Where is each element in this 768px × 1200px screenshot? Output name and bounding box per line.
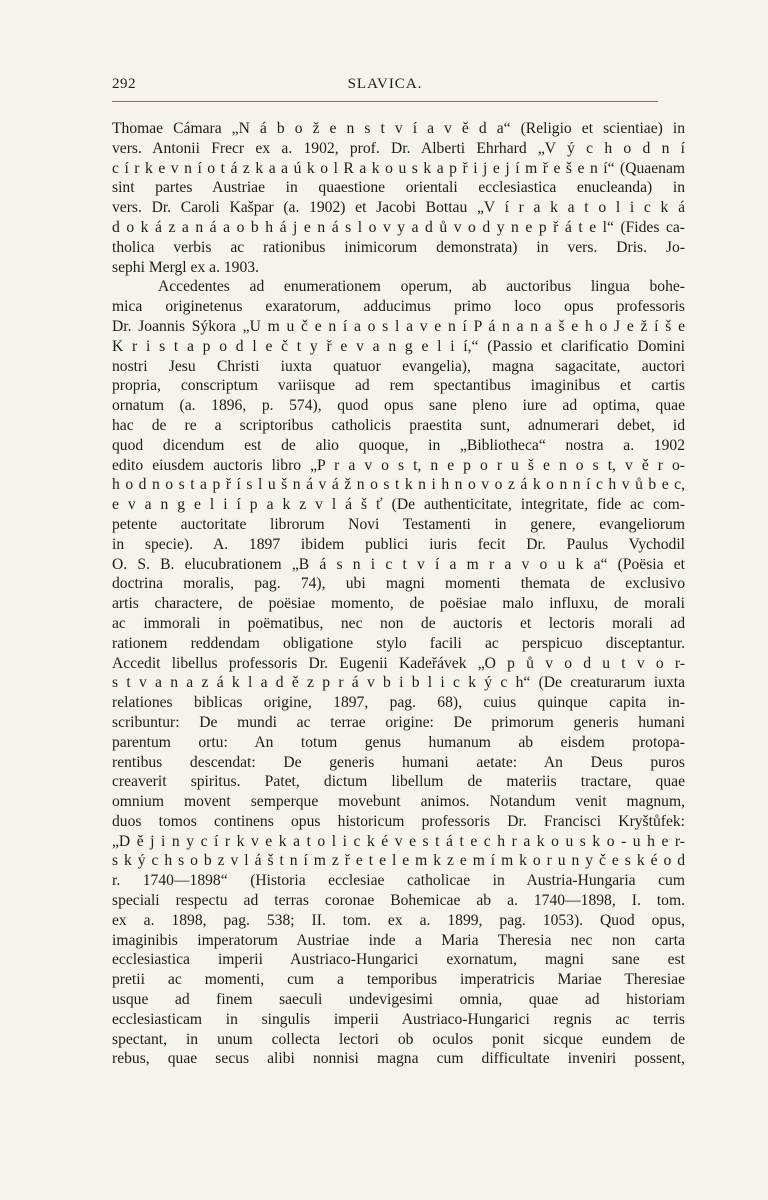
text-line: ex a. 1898, pag. 538; II. tom. ex a. 1899, pag. 1053). Quod opus, — [112, 911, 685, 929]
text-line: scribuntur: De mundi ac terrae origine: De primorum generis humani — [112, 713, 685, 731]
text-line: in specie). A. 1897 ibidem publici iuris fecit Dr. Paulus Vychodil — [112, 535, 685, 553]
text-line: duos tomos continens opus historicum professoris Dr. Francisci Kryštůfek: — [112, 812, 685, 830]
text-line: ecclesiastica imperii Austriaco-Hungarici exornatum, magni sane est — [112, 951, 685, 969]
body-text — [112, 119, 685, 1069]
text-line: edito eiusdem auctoris libro „P r a v o s t, n e p o r u š e n o s t, v ě r o- — [112, 456, 685, 474]
text-line: s t v a n a z á k l a d ě z p r á v b i b l i c k ý c h“ (De creaturarum iuxta — [112, 674, 685, 692]
header-rule — [112, 101, 658, 102]
text-line: hac de re a scriptoribus catholicis praestita sunt, adnumerari debet, id — [112, 416, 685, 434]
text-line: nostri Jesu Christi iuxta quatuor evangelia), magna sagacitate, auctori — [112, 357, 685, 375]
text-line: omnium movent semperque movebunt animos. Notandum venit magnum, — [112, 793, 685, 811]
text-line: rationem reddendam obligatione stylo facili ac perspicuo disceptantur. — [112, 634, 685, 652]
page-number: 292 — [112, 76, 136, 92]
text-line: imaginibis imperatorum Austriae inde a Maria Theresia nec non carta — [112, 931, 685, 949]
text-line: ornatum (a. 1896, p. 574), quod opus sane pleno iure ad optima, quae — [112, 397, 685, 415]
text-line: pretii ac momenti, cum a temporibus imperatricis Mariae Theresiae — [112, 971, 685, 989]
text-line: K r i s t a p o d l e č t y ř e v a n g e l i í,“ (Passio et clarificatio Domini — [112, 337, 685, 355]
text-line: vers. Dr. Caroli Kašpar (a. 1902) et Jacobi Bottau „V í r a k a t o l i c k á — [112, 199, 685, 217]
text-line: d o k á z a n á a o b h á j e n á s l o v y a d ů v o d y n e p ř á t e l“ (Fides ca- — [112, 218, 685, 236]
text-line: r. 1740—1898“ (Historia ecclesiae catholicae in Austria-Hungaria cum — [112, 872, 685, 890]
text-line: Thomae Cámara „N á b o ž e n s t v í a v ě d a“ (Religio et scientiae) in — [112, 120, 685, 137]
text-line: h o d n o s t a p ř í s l u š n á v á ž n o s t k n i h n o v o z á k o n n í c h v ů b e c, — [112, 476, 685, 494]
text-line: „D ě j i n y c í r k v e k a t o l i c k é v e s t á t e c h r a k o u s k o - u h e r- — [112, 832, 685, 850]
text-line: propria, conscriptum variisque ad rem spectantibus imaginibus et cartis — [112, 377, 685, 395]
text-line: vers. Antonii Frecr ex a. 1902, prof. Dr. Alberti Ehrhard „V ý c h o d n í — [112, 139, 685, 157]
text-line: ecclesiasticam in singulis imperii Austriaco-Hungarici regnis ac terris — [112, 1010, 685, 1028]
text-line: Dr. Joannis Sýkora „U m u č e n í a o s l a v e n í P á n a n a š e h o J e ž í š e — [112, 317, 685, 335]
text-line: parentum ortu: An totum genus humanum ab eisdem protopa- — [112, 733, 685, 751]
text-line: usque ad finem saeculi undevigesimi omnia, quae ad historiam — [112, 991, 685, 1009]
text-line: creaverit spiritus. Patet, dictum libellum de materiis tractare, quae — [112, 773, 685, 791]
text-line: s k ý c h s o b z v l á š t n í m z ř e t e l e m k z e m í m k o r u n y č e s k é o d — [112, 852, 685, 870]
text-line: speciali respectu ad terras coronae Bohemicae ab a. 1740—1898, I. tom. — [112, 892, 685, 910]
text-line: Accedit libellus professoris Dr. Eugenii Kadeřávek „O p ů v o d u t v o r- — [112, 654, 685, 672]
text-line: e v a n g e l i í p a k z v l á š ť (De authenticitate, integritate, fide ac com- — [112, 496, 685, 514]
text-line: doctrina moralis, pag. 74), ubi magni momenti themata de exclusivo — [112, 575, 685, 593]
text-line: artis charactere, de poësiae momento, de poësiae malo influxu, de morali — [112, 595, 685, 613]
text-line: O. S. B. elucubrationem „B á s n i c t v í a m r a v o u k a“ (Poësia et — [112, 555, 685, 573]
text-line: c í r k e v n í o t á z k a a ú k o l R a k o u s k a p ř i j e j í m ř e š e n í“ (Quaenam — [112, 159, 685, 177]
text-line: rebus, quae secus alibi nonnisi magna cum difficultate inveniri possent, — [112, 1050, 685, 1068]
text-line: quod dicendum est de alio quoque, in „Bibliotheca“ nostra a. 1902 — [112, 436, 685, 454]
text-line: Accedentes ad enumerationem operum, ab auctoribus lingua bohe- — [158, 278, 685, 296]
text-line: spectant, in unum collecta lectori ob oculos ponit sicque eundem de — [112, 1030, 685, 1048]
text-line: relationes biblicas origine, 1897, pag. 68), cuius quinque capita in- — [112, 694, 685, 712]
text-line: sint partes Austriae in quaestione orientali ecclesiastica enucleanda) in — [112, 179, 685, 197]
page-header — [112, 74, 658, 100]
text-line: mica originetenus exaratorum, adducimus primo loco opus professoris — [112, 298, 685, 316]
text-line: sephi Mergl ex a. 1903. — [112, 258, 259, 276]
text-line: petente auctoritate librorum Novi Testamenti in genere, evangeliorum — [112, 515, 685, 533]
text-line: ac immorali in poëmatibus, nec non de auctoris et lectoris morali ad — [112, 614, 685, 632]
running-title: SLAVICA. — [347, 76, 423, 92]
text-line: tholica verbis ac rationibus inimicorum demonstrata) in vers. Dris. Jo- — [112, 238, 685, 256]
text-line: rentibus descendat: De generis humani aetate: An Deus puros — [112, 753, 685, 771]
